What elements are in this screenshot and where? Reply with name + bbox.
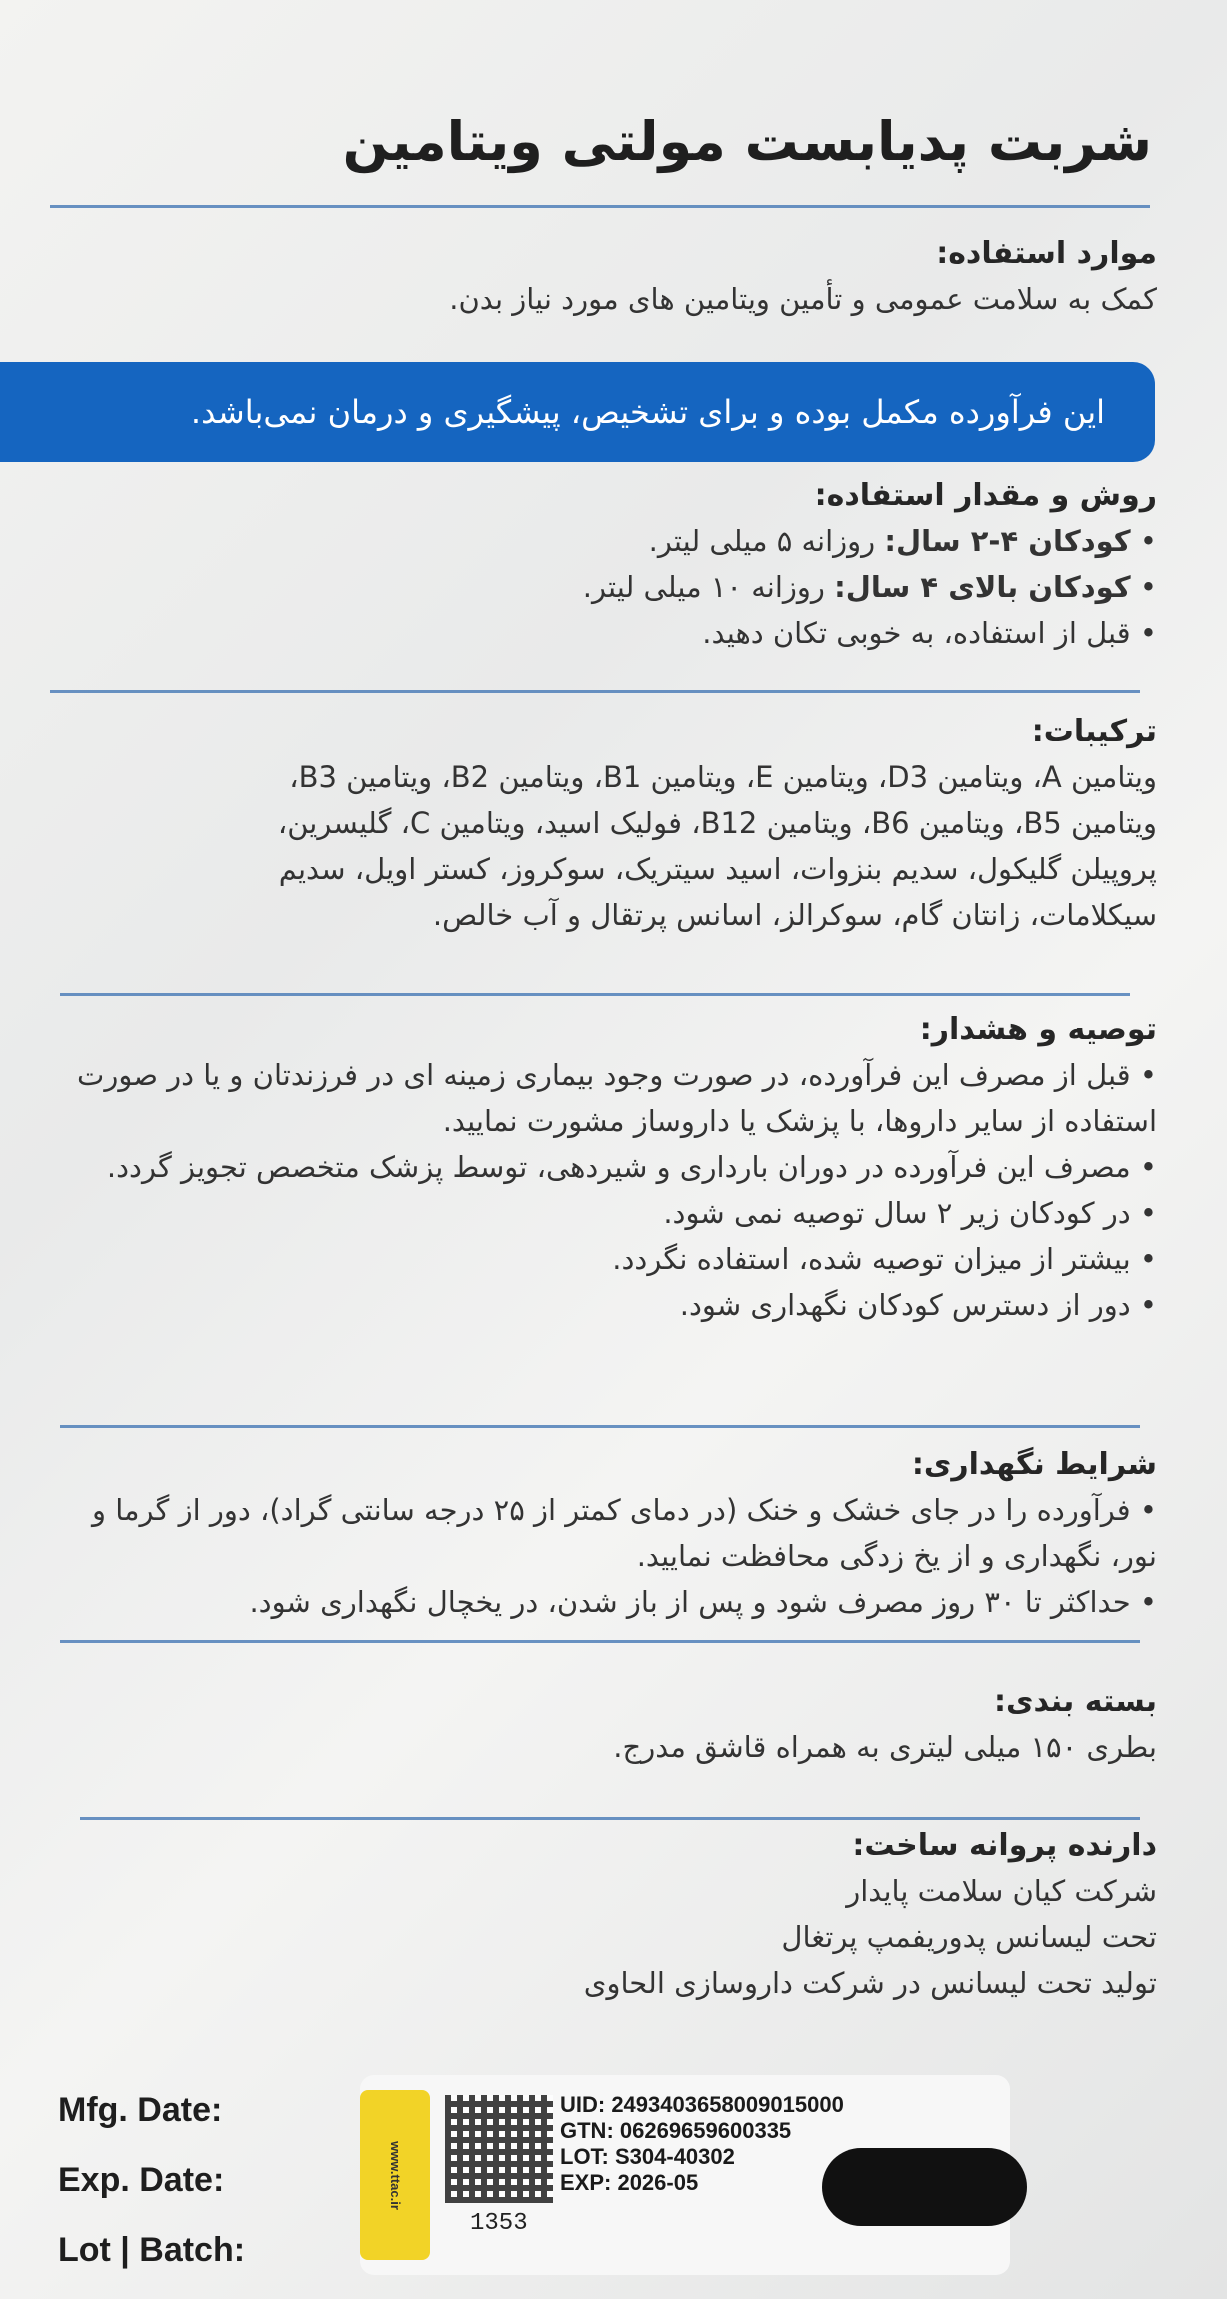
storage-item: • حداکثر تا ۳۰ روز مصرف شود و پس از باز شدن، در یخچال نگهداری شود. [47,1579,1157,1625]
supplement-banner [0,362,1155,462]
banner-text: این فرآورده مکمل بوده و برای تشخیص، پیشگیری و درمان نمی‌باشد. [190,393,1105,431]
storage-heading: شرایط نگهداری: [911,1447,1157,1482]
divider [80,1817,1140,1820]
dosage-item: • قبل از استفاده، به خوبی تکان دهید. [47,610,1157,656]
lot-batch-label: Lot | Batch: [58,2231,246,2269]
license-heading: دارنده پروانه ساخت: [852,1828,1157,1863]
license-line: تحت لیسانس پدوریفمپ پرتغال [781,1920,1157,1954]
license-line: شرکت کیان سلامت پایدار [846,1874,1157,1908]
sticker-url: www.ttac.ir [387,2140,403,2210]
divider [60,1640,1140,1643]
ingredients-heading: ترکیبات: [1031,714,1157,749]
date-labels [58,2075,245,2285]
uid-code: UID: 2493403658009015000 [560,2092,844,2117]
tracking-codes [560,2092,844,2196]
usage-section [47,232,1157,322]
divider [50,205,1150,208]
verification-sticker [360,2090,430,2260]
warning-item: • مصرف این فرآورده در دوران بارداری و شیردهی، توسط پزشک متخصص تجویز گردد. [47,1144,1157,1190]
usage-text: کمک به سلامت عمومی و تأمین ویتامین های مورد نیاز بدن. [449,282,1157,316]
packaging-heading: بسته بندی: [993,1684,1157,1719]
license-section [47,1824,1157,2006]
ingredients-line: ویتامین B5، ویتامین B6، ویتامین B12، فولیک اسید، ویتامین C، گلیسرین، [277,806,1157,840]
warnings-section [47,1008,1157,1328]
storage-item: • فرآورده را در جای خشک و خنک (در دمای کمتر از ۲۵ درجه سانتی گراد)، دور از گرما و نور، نگهداری و از یخ زدگی محافظت نمایید. [47,1487,1157,1579]
packaging-section [47,1680,1157,1770]
usage-heading: موارد استفاده: [936,236,1157,271]
warning-item: • قبل از مصرف این فرآورده، در صورت وجود بیماری زمینه ای در فرزندتان و یا در صورت استفاده از سایر داروها، با پزشک یا داروساز مشورت نمایید. [47,1052,1157,1144]
lot-code: LOT: S304-40302 [560,2144,735,2169]
warnings-heading: توصیه و هشدار: [919,1012,1157,1047]
ingredients-section [32,710,1157,938]
dosage-heading: روش و مقدار استفاده: [814,478,1157,513]
divider [50,690,1140,693]
redaction-mark [822,2148,1027,2226]
warning-item: • در کودکان زیر ۲ سال توصیه نمی شود. [47,1190,1157,1236]
storage-section [47,1443,1157,1625]
dosage-item: • کودکان ۴-۲ سال: روزانه ۵ میلی لیتر. [47,518,1157,564]
qr-number: 1353 [470,2210,528,2237]
ingredients-line: ویتامین A، ویتامین D3، ویتامین E، ویتامین B1، ویتامین B2، ویتامین B3، [289,760,1157,794]
dosage-section [47,474,1157,656]
divider [60,993,1130,996]
dosage-item: • کودکان بالای ۴ سال: روزانه ۱۰ میلی لیتر. [47,564,1157,610]
product-title: شربت پدیابست مولتی ویتامین [342,110,1152,173]
gtin-code: GTN: 06269659600335 [560,2118,792,2143]
mfg-date-label: Mfg. Date: [58,2091,223,2129]
divider [60,1425,1140,1428]
warning-item: • بیشتر از میزان توصیه شده، استفاده نگردد. [47,1236,1157,1282]
exp-date-label: Exp. Date: [58,2161,225,2199]
exp-code: EXP: 2026-05 [560,2170,699,2195]
qr-code-icon [445,2095,553,2203]
ingredients-line: پروپیلن گلیکول، سدیم بنزوات، اسید سیتریک، سوکروز، کستر اویل، سدیم [278,852,1157,886]
packaging-text: بطری ۱۵۰ میلی لیتری به همراه قاشق مدرج. [613,1730,1157,1764]
license-line: تولید تحت لیسانس در شرکت داروسازی الحاوی [583,1966,1157,2000]
ingredients-line: سیکلامات، زانتان گام، سوکرالز، اسانس پرتقال و آب خالص. [432,898,1157,932]
warning-item: • دور از دسترس کودکان نگهداری شود. [47,1282,1157,1328]
